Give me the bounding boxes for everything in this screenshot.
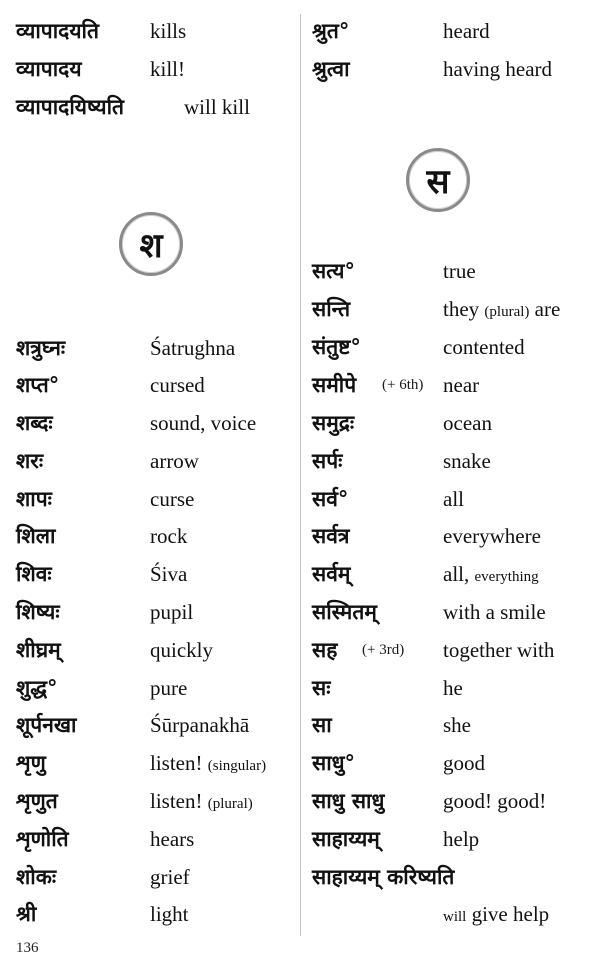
entry-row [16,821,300,857]
sanskrit-word: व्यापादयति [16,19,99,43]
english-meaning: help [443,827,480,851]
english-text: they [443,297,480,321]
english-meaning: quickly [150,638,213,662]
english-meaning [443,556,539,595]
entry-row [312,556,600,592]
english-meaning [150,783,253,822]
sanskrit-word: समुद्रः [312,411,355,435]
english-meaning: good! good! [443,789,547,813]
english-meaning [443,896,549,935]
sanskrit-word: साधु° [312,751,356,775]
entry-row [312,51,600,87]
entry-row [312,291,600,327]
grammar-note: (plural) [484,304,530,320]
english-meaning: Śiva [150,562,188,586]
entry-row [312,670,600,706]
entry-row [16,443,300,479]
entry-row [16,330,300,366]
entry-row [16,859,300,895]
entry-row [16,51,300,87]
sanskrit-word: साधु साधु [312,789,385,813]
section-letter-badge: श [119,212,183,276]
sanskrit-word: श्री [16,902,37,926]
english-text: listen! [150,751,203,775]
sanskrit-word: शीघ्रम् [16,638,61,662]
english-meaning: cursed [150,373,205,397]
sanskrit-word: शब्दः [16,411,53,435]
grammar-note: (singular) [207,758,267,774]
entry-row [312,859,600,895]
english-meaning: will kill [184,95,250,119]
english-meaning [443,291,560,330]
english-meaning: pure [150,676,188,700]
english-meaning: near [443,373,480,397]
grammar-note: (+ 6th) [382,377,424,393]
entry-row [16,405,300,441]
entry-row [312,518,600,554]
entry-row [312,329,600,365]
english-meaning: Śūrpanakhā [150,713,250,737]
english-meaning: grief [150,865,190,889]
english-meaning: kill! [150,57,185,81]
sanskrit-word: सह [312,638,338,662]
entry-row [312,405,600,441]
sanskrit-word: शृणु [16,751,46,775]
entry-row [16,745,300,781]
english-meaning: arrow [150,449,199,473]
english-meaning: snake [443,449,491,473]
english-meaning: curse [150,487,195,511]
entry-row [16,556,300,592]
entry-row [16,670,300,706]
sanskrit-word: शृणोति [16,827,69,851]
sanskrit-word: सत्य° [312,259,355,283]
sanskrit-word: व्यापादयिष्यति [16,95,124,119]
sanskrit-word: सर्व° [312,487,349,511]
grammar-note: (plural) [207,796,253,812]
page-number: 136 [16,940,39,956]
english-meaning: ocean [443,411,492,435]
sanskrit-word: सः [312,676,331,700]
sanskrit-word: सर्वत्र [312,524,350,548]
entry-row [312,594,600,630]
entry-row [16,896,300,932]
sanskrit-word: शत्रुघ्नः [16,336,66,360]
entry-row [312,253,600,289]
sanskrit-word: सन्ति [312,297,351,321]
english-text: are [534,297,561,321]
sanskrit-word: सस्मितम् [312,600,377,624]
entry-row [312,13,600,49]
english-text: listen! [150,789,203,813]
english-meaning: true [443,259,476,283]
sanskrit-word: शिष्यः [16,600,60,624]
sanskrit-word: व्यापादय [16,57,82,81]
sanskrit-word: साहाय्यम् करिष्यति [312,865,455,889]
english-meaning: he [443,676,463,700]
english-meaning: rock [150,524,188,548]
grammar-note: (+ 3rd) [362,642,405,658]
english-meaning: all [443,487,464,511]
english-meaning: she [443,713,471,737]
grammar-note: will [443,909,467,925]
sanskrit-word: शिवः [16,562,52,586]
sanskrit-word: शूर्पनखा [16,713,77,737]
entry-row [16,481,300,517]
entry-row [312,821,600,857]
sanskrit-word: शप्त° [16,373,60,397]
entry-row [312,367,600,403]
entry-row [16,89,300,125]
sanskrit-word: श्रुत° [312,19,350,43]
section-letter-badge: स [406,148,470,212]
sanskrit-word: शापः [16,487,52,511]
sanskrit-word: सर्पः [312,449,343,473]
english-meaning [150,745,266,784]
english-meaning: together with [443,638,555,662]
entry-row [16,518,300,554]
english-meaning: heard [443,19,490,43]
sanskrit-word: शोकः [16,865,57,889]
entry-row [312,783,600,819]
entry-row [312,481,600,517]
english-meaning: having heard [443,57,553,81]
entry-row [312,707,600,743]
english-meaning: everywhere [443,524,541,548]
english-meaning: good [443,751,485,775]
english-meaning: Śatrughna [150,336,236,360]
sanskrit-word: सर्वम् [312,562,351,586]
entry-row [312,896,600,932]
sanskrit-word: संतुष्ट° [312,335,361,359]
entry-row [16,367,300,403]
entry-row [16,707,300,743]
english-meaning: hears [150,827,195,851]
sanskrit-word: शरः [16,449,44,473]
column-divider [300,14,301,936]
entry-row [312,745,600,781]
sanskrit-word: सा [312,713,332,737]
sanskrit-word: साहाय्यम् [312,827,380,851]
english-meaning: sound, voice [150,411,257,435]
sanskrit-word: शृणुत [16,789,58,813]
sanskrit-word: शिला [16,524,56,548]
english-meaning: with a smile [443,600,546,624]
english-meaning: contented [443,335,525,359]
entry-row [312,632,600,668]
entry-row [16,594,300,630]
english-meaning: kills [150,19,187,43]
english-text: give help [471,902,550,926]
grammar-note: everything [474,569,539,585]
sanskrit-word: शुद्ध° [16,676,58,700]
english-meaning: light [150,902,189,926]
sanskrit-word: समीपे [312,373,357,397]
entry-row [16,783,300,819]
sanskrit-word: श्रुत्वा [312,57,350,81]
entry-row [16,13,300,49]
english-meaning: pupil [150,600,194,624]
english-text: all, [443,562,470,586]
entry-row [312,443,600,479]
entry-row [16,632,300,668]
